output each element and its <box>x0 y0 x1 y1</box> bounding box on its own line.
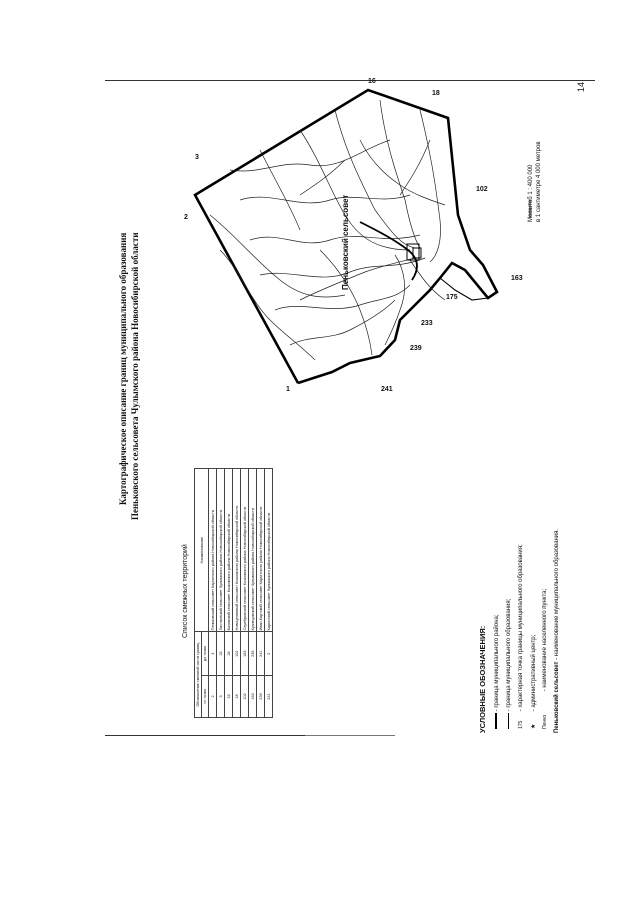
legend-text-municipal: - граница муниципального образования; <box>506 598 512 712</box>
legend-text-municipality-name: - наименование муниципального образования. <box>554 528 560 660</box>
col-to-header: до точки <box>202 632 209 676</box>
legend <box>478 473 628 733</box>
settlement-symbol: Пенко <box>542 714 548 729</box>
table-cell-from: 102 <box>241 675 249 717</box>
legend-text-admin-center: - административный центр; <box>531 634 537 712</box>
legend-item-district <box>494 614 500 729</box>
table-cell-from: 241 <box>265 675 273 717</box>
table-row <box>249 469 257 718</box>
table-heading: Список смежных территорий <box>182 544 189 638</box>
table-row <box>217 469 225 718</box>
legend-item-municipality-name <box>554 529 560 733</box>
scale-text: Масштаб 1 : 400 000 <box>528 164 534 222</box>
table-cell-name: Листвянский сельсовет Чулымского района Новосибирской области <box>217 469 225 632</box>
point-label-2: 2 <box>184 214 188 221</box>
district-line-symbol <box>495 713 497 729</box>
river <box>360 222 417 280</box>
table-cell-to: 2 <box>265 632 273 676</box>
road-network <box>210 100 445 360</box>
point-label-3: 3 <box>195 154 199 161</box>
point-label-175: 175 <box>446 294 458 301</box>
table-row <box>257 469 265 718</box>
table-cell-to: 18 <box>225 632 233 676</box>
point-label-163: 163 <box>511 275 523 282</box>
admin-center-icon: ★ <box>531 723 537 729</box>
col-name-header: Наименование <box>195 469 209 632</box>
legend-item-municipal <box>506 599 512 729</box>
table-cell-name: Кузнецовский сельсовет Чулымского района Новосибирской области <box>249 469 257 632</box>
page-number: 14 <box>576 81 586 92</box>
table-row <box>225 469 233 718</box>
point-label-102: 102 <box>476 186 488 193</box>
table-cell-from: 2 <box>209 675 217 717</box>
point-label-233: 233 <box>421 320 433 327</box>
legend-text-point: - характерная точка границы муниципального образования; <box>518 544 524 712</box>
col-group-header: Обозначение смежной части границ <box>195 632 202 718</box>
table-cell-to: 3 <box>209 632 217 676</box>
table-cell-to: 163 <box>241 632 249 676</box>
table-cell-from: 163 <box>249 675 257 717</box>
table-cell-to: 241 <box>257 632 265 676</box>
table-cell-to: 16 <box>217 632 225 676</box>
point-symbol: 175 <box>518 720 524 729</box>
point-label-16: 16 <box>368 78 376 85</box>
table-row <box>241 469 249 718</box>
table-cell-from: 3 <box>217 675 225 717</box>
table-cell-name: Каргатский сельсовет Чулымского района Новосибирской области <box>265 469 273 632</box>
col-from-header: от точки <box>202 675 209 717</box>
table-row <box>233 469 241 718</box>
table-cell-from: 18 <box>233 675 241 717</box>
table-row <box>265 469 273 718</box>
point-label-239: 239 <box>410 345 422 352</box>
table-cell-name: Иван-Картский сельсовет Каргатского района Новосибирской области <box>257 469 265 632</box>
legend-item-settlement <box>542 589 548 729</box>
adjacent-table-grid <box>194 468 273 718</box>
adjacent-table <box>182 468 300 718</box>
table-cell-name: Серебрянский сельсовет Кочковского района Новосибирской области <box>241 469 249 632</box>
municipal-line-symbol <box>508 713 509 729</box>
table-cell-from: 239 <box>257 675 265 717</box>
table-cell-name: Пеньковский сельсовет Каргатского района Новосибирской области <box>209 469 217 632</box>
table-cell-to: 239 <box>249 632 257 676</box>
title-line2: Пеньковского сельсовета Чулымского района Новосибирской области <box>130 232 140 520</box>
point-label-18: 18 <box>432 90 440 97</box>
table-cell-name: Новоцелинный сельсовет Кочковского района Новосибирской области <box>233 469 241 632</box>
table-cell-name: Базовский сельсовет Кочковского района Новосибирской области <box>225 469 233 632</box>
title-line1: Картографическое описание границ муниципального образования <box>118 232 128 505</box>
scale-note: в 1 сантиметре 4 000 метров <box>536 141 542 222</box>
table-cell-to: 102 <box>233 632 241 676</box>
municipality-label: Пеньковский сельсовет <box>341 194 350 290</box>
table-row <box>209 469 217 718</box>
legend-item-point <box>518 544 524 729</box>
legend-text-district: - граница муниципального района; <box>494 614 500 712</box>
point-label-241: 241 <box>381 386 393 393</box>
legend-text-settlement: - наименование населенного пункта; <box>542 588 548 692</box>
municipality-name-symbol: Пеньковский сельсовет <box>554 661 560 733</box>
point-label-1: 1 <box>286 386 290 393</box>
legend-item-admin-center <box>530 635 537 729</box>
legend-title: УСЛОВНЫЕ ОБОЗНАЧЕНИЯ: <box>478 625 487 733</box>
table-cell-from: 16 <box>225 675 233 717</box>
